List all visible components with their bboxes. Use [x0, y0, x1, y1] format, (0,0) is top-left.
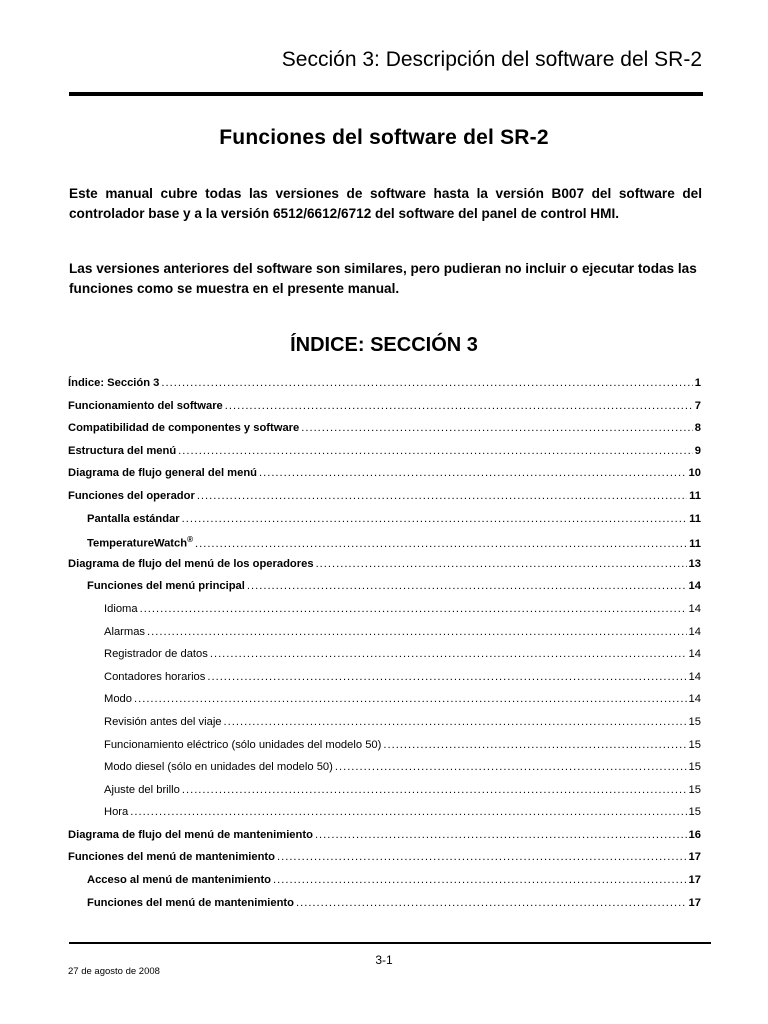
toc-entry-page: 17 [688, 896, 701, 909]
toc-entry-title: Idioma [104, 602, 138, 615]
toc-leader-dots [161, 377, 692, 389]
toc-leader-dots [207, 671, 686, 683]
toc-entry-page: 11 [689, 489, 701, 502]
toc-heading: ÍNDICE: SECCIÓN 3 [290, 334, 478, 356]
toc-leader-dots [134, 693, 687, 705]
toc-leader-dots [210, 648, 687, 660]
section-header: Sección 3: Descripción del software del SR-2 [281, 48, 702, 71]
toc-entry-title: Modo [104, 693, 132, 706]
toc-entry-title: Contadores horarios [104, 670, 206, 683]
toc-leader-dots [315, 829, 687, 841]
toc-leader-dots [197, 490, 687, 502]
toc-entry[interactable] [68, 648, 701, 671]
toc-entry-title: Registrador de datos [104, 648, 208, 661]
toc-entry[interactable] [68, 851, 701, 874]
intro-paragraph-1: Este manual cubre todas las versiones de software hasta la versión B007 del software del controlador base y a la versión 6512/6612/6712 del software del panel de control HMI. [69, 186, 702, 221]
toc-entry-page: 14 [688, 580, 701, 593]
toc-entry-page: 15 [688, 806, 701, 819]
toc-entry-title: Funciones del operador [68, 489, 195, 502]
toc-leader-dots [296, 897, 687, 909]
toc-entry-page: 14 [688, 625, 701, 638]
toc-entry-title: Funcionamiento eléctrico (sólo unidades del modelo 50) [104, 738, 382, 751]
toc-leader-dots [225, 400, 693, 412]
toc-entry-page: 15 [688, 761, 701, 774]
toc-entry[interactable] [68, 626, 701, 649]
toc-entry-page: 9 [694, 444, 701, 457]
toc-leader-dots [316, 558, 687, 570]
toc-entry[interactable] [68, 490, 701, 513]
toc-entry-title: Estructura del menú [68, 444, 177, 457]
toc-entry-page: 8 [694, 422, 701, 435]
toc-entry-page: 11 [689, 537, 701, 550]
page-number: 3-1 [375, 953, 393, 967]
toc-entry[interactable] [68, 806, 701, 829]
toc-entry-title: Ajuste del brillo [104, 783, 180, 796]
toc-leader-dots [335, 761, 687, 773]
toc-entry[interactable] [68, 422, 701, 445]
toc-entry-page: 15 [688, 738, 701, 751]
toc-entry-title: Alarmas [104, 625, 146, 638]
toc-leader-dots [178, 445, 693, 457]
toc-entry-title: Funciones del menú principal [87, 580, 245, 593]
toc-entry-title: Funciones del menú de mantenimiento [87, 896, 294, 909]
toc-entry-title: Funciones del menú de mantenimiento [68, 851, 275, 864]
toc-entry[interactable] [68, 739, 701, 762]
toc-entry[interactable] [68, 445, 701, 468]
toc-entry[interactable] [68, 535, 701, 558]
toc-entry[interactable] [68, 716, 701, 739]
toc-leader-dots [224, 716, 687, 728]
toc-leader-dots [273, 874, 687, 886]
toc-entry[interactable] [68, 671, 701, 694]
toc-entry-page: 17 [688, 874, 701, 887]
toc-entry-title: Modo diesel (sólo en unidades del modelo 50) [104, 761, 333, 774]
toc-entry[interactable] [68, 377, 701, 400]
toc-entry[interactable] [68, 784, 701, 807]
toc-entry[interactable] [68, 580, 701, 603]
toc-entry-title: Diagrama de flujo del menú de mantenimiento [68, 828, 313, 841]
toc-entry-page: 14 [688, 670, 701, 683]
toc-entry-page: 13 [688, 557, 701, 570]
toc-entry-page: 14 [688, 648, 701, 661]
toc-entry-page: 1 [694, 377, 701, 389]
footer-divider [69, 942, 711, 944]
toc-entry-title: Índice: Sección 3 [68, 377, 160, 389]
toc-entry-title: Revisión antes del viaje [104, 715, 222, 728]
toc-leader-dots [277, 851, 687, 863]
toc-entry-page: 10 [688, 467, 701, 480]
toc-entry-page: 7 [694, 399, 701, 412]
toc-entry-title: Acceso al menú de mantenimiento [87, 874, 272, 887]
toc-entry-page: 15 [688, 715, 701, 728]
page-title: Funciones del software del SR-2 [219, 126, 549, 149]
toc-leader-dots [247, 580, 687, 592]
table-of-contents [68, 377, 701, 919]
toc-entry-page: 11 [689, 512, 701, 525]
toc-entry[interactable] [68, 874, 701, 897]
toc-entry[interactable] [68, 467, 701, 490]
toc-entry[interactable] [68, 558, 701, 581]
toc-entry[interactable] [68, 693, 701, 716]
toc-entry-title: TemperatureWatch® [87, 535, 193, 550]
footer-date: 27 de agosto de 2008 [68, 966, 160, 977]
toc-entry-page: 14 [688, 602, 701, 615]
toc-entry[interactable] [68, 761, 701, 784]
toc-entry-page: 17 [688, 851, 701, 864]
toc-entry-page: 15 [688, 783, 701, 796]
toc-entry-page: 14 [688, 693, 701, 706]
toc-leader-dots [182, 513, 688, 525]
toc-entry-title: Funcionamiento del software [68, 399, 223, 412]
toc-entry[interactable] [68, 829, 701, 852]
toc-leader-dots [259, 467, 687, 479]
toc-entry[interactable] [68, 897, 701, 920]
intro-paragraph-2: Las versiones anteriores del software son similares, pero pudieran no incluir o ejecutar todas las funciones como se muestra en el presente manual. [69, 261, 697, 296]
toc-entry-title: Diagrama de flujo general del menú [68, 467, 257, 480]
toc-leader-dots [130, 806, 686, 818]
toc-leader-dots [383, 739, 686, 751]
toc-entry-page: 16 [688, 828, 701, 841]
toc-entry[interactable] [68, 513, 701, 536]
toc-entry-title: Diagrama de flujo del menú de los operadores [68, 557, 314, 570]
toc-leader-dots [140, 603, 687, 615]
header-divider [69, 92, 703, 96]
toc-leader-dots [182, 784, 687, 796]
toc-leader-dots [301, 422, 693, 434]
toc-entry-title: Pantalla estándar [87, 512, 180, 525]
toc-entry[interactable] [68, 603, 701, 626]
toc-entry[interactable] [68, 400, 701, 423]
toc-entry-title: Compatibilidad de componentes y software [68, 422, 300, 435]
toc-leader-dots [147, 626, 687, 638]
toc-entry-title: Hora [104, 806, 129, 819]
toc-leader-dots [195, 538, 687, 550]
